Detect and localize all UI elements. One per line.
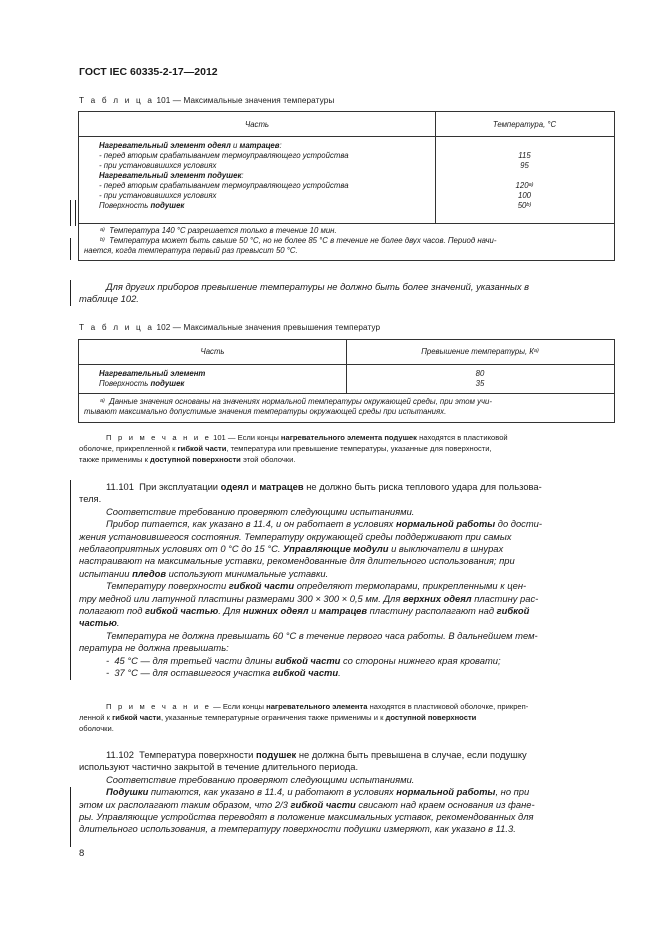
table-row-value: 35 [475,379,485,388]
page-number: 8 [79,848,85,859]
table-101-row-label: Нагревательный элемент одеял и матрацев: - перед вторым срабатыванием термоуправляющего устройства - при установившихся условиях Нагревательный элемент подушек: - перед вторым срабатыванием термоуправляющего устройства - при установившихся условиях Поверхность подушек [99,141,349,210]
table-101-col-temp: Температура, °С [492,120,557,129]
table-row-value: 50 [517,201,527,210]
table-102-row-labels: Нагревательный элемент Поверхность подушек [99,369,206,388]
table-102-col-rise: Превышение температуры, $К^{а)}$ [421,347,539,356]
table-row-value: 100 [517,191,531,200]
caption-prefix: Т а б л и ц а [79,96,155,105]
table-row-value: 120 [515,181,529,190]
table-101-caption [79,96,334,105]
table-102-caption: Т а б л и ц а 102 — Максимальные значения превышения температур [79,323,381,332]
caption-text: 101 — Максимальные значения температуры [156,96,335,105]
table-101-values: 115 95 $120^{а)}$ 100 50$^{b)}$ [436,141,613,211]
term: Нагревательный элемент одеял [99,141,231,150]
table-102-col-part: Часть [200,347,225,356]
note-101: П р и м е ч а н и е 101 — Если концы нагревательного элемента подушек находятся в пластиковой оболочке, прикрепленной к гибкой части, температура или превышение температуры, указанные для поверхности, также применимы к доступной поверхности этой оболочки. [79,433,508,465]
table-row-value: 95 [520,161,529,170]
table-101-footnotes: $^{а)}$ Температура 140 °С разрешается только в течение 10 мин. $^{b)}$ Температура может быть свыше 50 °С, но не более 85 °С в течение не более двух часов. Период начи- нается, когда температура первый раз превысит 50 °С. [84,226,497,255]
paragraph-other-devices: Для других приборов превышение температуры не должно быть более значений, указанных в таблице 102. [79,281,530,305]
table-row-value: 80 [475,369,485,378]
section-11-101: 11.101 При эксплуатации одеял и матрацев не должно быть риска теплового удара для пользова- теля. Соответствие требованию проверяют следующими испытаниями. Прибор питается, как указано в 11.4, и он работает в условиях нормальной работы до дости- жения установившегося состояния. Температуру окружающей среды поддерживают при самых неблагоприятных условиях от 0 °С до 15 °С. Управляющие модули и выключатели в шнурах настраивают на максимальные уставки, рекомендованные для длительного использования; при испытании пледов используют минимальные уставки. Температуру поверхности гибкой части определяют термопарами, прикрепленными к цен- тру медной или латунной пластины размерами 300 × 300 × 0,5 мм. Для верхних одеял пластину рас- полагают под гибкой частью. Для нижних одеял и матрацев пластину располагают над гибкой частью. Температура не должна превышать 60 °С в течение первого часа работы. В дальнейшем тем- пература не должна превышать: - 45 °С — для третьей части длины гибкой части со стороны нижнего края кровати; - 37 °С — для оставшегося участка гибкой части. [79,481,543,679]
document-header: ГОСТ IEC 60335-2-17—2012 [79,66,218,78]
table-101-col-part: Часть [244,120,270,129]
table-102-values [347,369,613,389]
note-heating-element: П р и м е ч а н и е — Если концы нагревательного элемента находятся в пластиковой оболочке, прикреп- ленной к гибкой части, указанные температурные ограничения также применимы и к доступной поверхности оболочки. [79,702,529,734]
table-row-value: 115 [518,151,531,160]
section-11-102: 11.102 Температура поверхности подушек не должна быть превышена в случае, если подушку используют частично закрытой в течение длительного периода. Соответствие требованию проверяют следующими испытаниями. Подушки питаются, как указано в 11.4, и работают в условиях нормальной работы, но при этом их располагают таким образом, что 2/3 гибкой части свисают над краем основания из фане- ры. Управляющие устройства переводят в положение максимальных уставок, рекомендованных для длительного использования, а температуру поверхности подушки измеряют, как указано в 11.3. [79,749,535,835]
table-102-footnote: $^{а)}$ Данные значения основаны на значениях нормальной температуры окружающей среды, при этом учи- тывают максимально допустимые значения температуры окружающей среды при испытаниях. [84,397,492,416]
